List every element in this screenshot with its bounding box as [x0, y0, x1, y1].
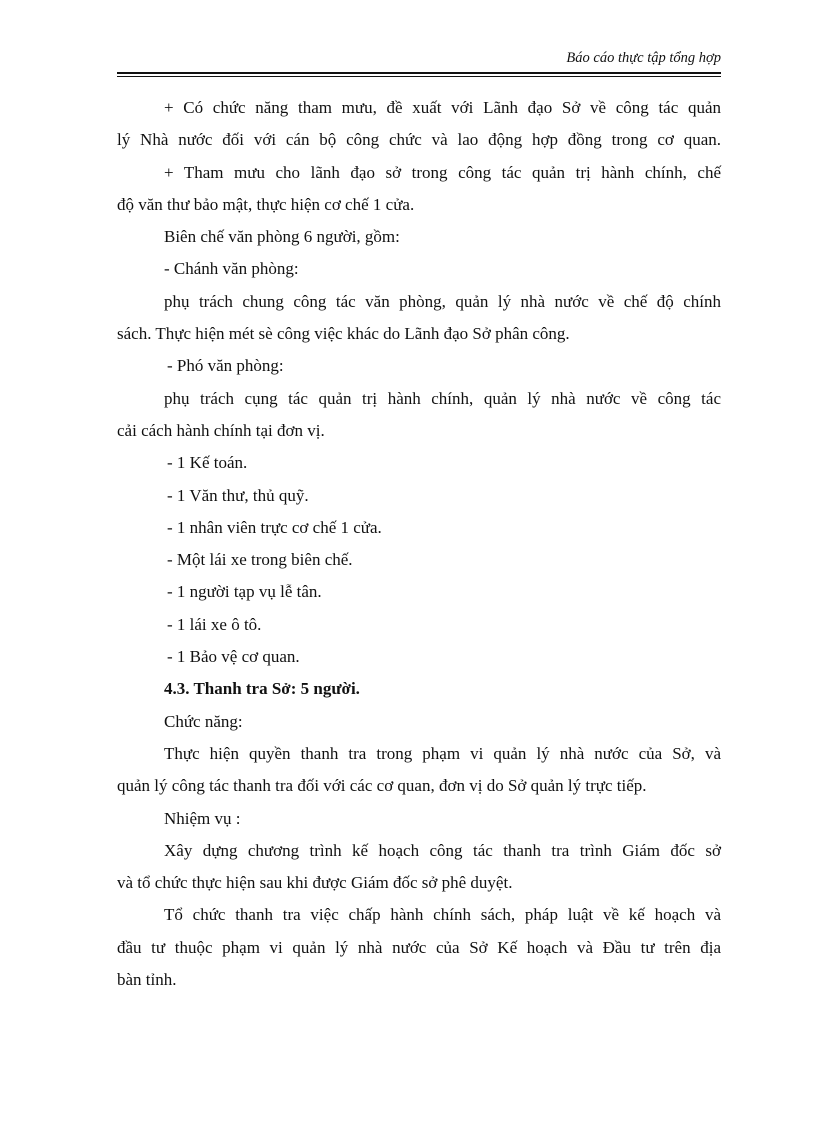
paragraph-line: Xây dựng chương trình kế hoạch công tác thanh tra trình Giám đốc sở: [164, 840, 721, 860]
paragraph-line: Thực hiện quyền thanh tra trong phạm vi quản lý nhà nước của Sở, và: [164, 743, 721, 763]
list-item: - Chánh văn phòng:: [164, 259, 299, 279]
paragraph-line: đầu tư thuộc phạm vi quản lý nhà nước của Sở Kế hoạch và Đầu tư trên địa: [117, 937, 721, 957]
paragraph-line: Nhiệm vụ :: [164, 808, 241, 828]
section-heading: 4.3. Thanh tra Sở: 5 người.: [164, 679, 360, 699]
list-item: - Phó văn phòng:: [167, 356, 284, 376]
paragraph-line: Chức năng:: [164, 711, 243, 731]
paragraph-line: Biên chế văn phòng 6 người, gồm:: [164, 227, 400, 247]
paragraph-line: + Có chức năng tham mưu, đề xuất với Lãnh đạo Sở về công tác quản: [164, 98, 721, 117]
paragraph-line: phụ trách chung công tác văn phòng, quản lý nhà nước về chế độ chính: [164, 291, 721, 311]
paragraph-line: lý Nhà nước đối với cán bộ công chức và lao động hợp đồng trong cơ quan.: [117, 130, 721, 150]
list-item: - 1 lái xe ô tô.: [167, 614, 262, 634]
page-header: [117, 46, 721, 76]
list-item: - Một lái xe trong biên chế.: [167, 550, 353, 570]
list-item: - 1 Bảo vệ cơ quan.: [167, 647, 300, 667]
paragraph-line: Tổ chức thanh tra việc chấp hành chính sách, pháp luật về kế hoạch và: [164, 905, 721, 925]
paragraph-line: bàn tỉnh.: [117, 970, 177, 990]
list-item: - 1 Văn thư, thủ quỹ.: [167, 485, 309, 505]
header-rule-thin: [117, 76, 721, 77]
list-item: - 1 nhân viên trực cơ chế 1 cửa.: [167, 517, 382, 537]
document-body: [117, 93, 721, 997]
paragraph-line: và tổ chức thực hiện sau khi được Giám đốc sở phê duyệt.: [117, 873, 513, 893]
paragraph-line: cải cách hành chính tại đơn vị.: [117, 420, 325, 440]
header-title: Báo cáo thực tập tổng hợp: [566, 50, 721, 66]
paragraph-line: phụ trách cụng tác quản trị hành chính, quản lý nhà nước về công tác: [164, 388, 721, 408]
paragraph-line: độ văn thư bảo mật, thực hiện cơ chế 1 cửa.: [117, 194, 415, 214]
list-item: - 1 Kế toán.: [167, 453, 248, 473]
paragraph-line: + Tham mưu cho lãnh đạo sở trong công tác quản trị hành chính, chế: [164, 162, 721, 182]
header-rule-thick: [117, 72, 721, 74]
paragraph-line: quản lý công tác thanh tra đối với các cơ quan, đơn vị do Sở quản lý trực tiếp.: [117, 776, 647, 796]
list-item: - 1 người tạp vụ lễ tân.: [167, 582, 322, 602]
paragraph-line: sách. Thực hiện mét sè công việc khác do Lãnh đạo Sở phân công.: [117, 324, 570, 344]
